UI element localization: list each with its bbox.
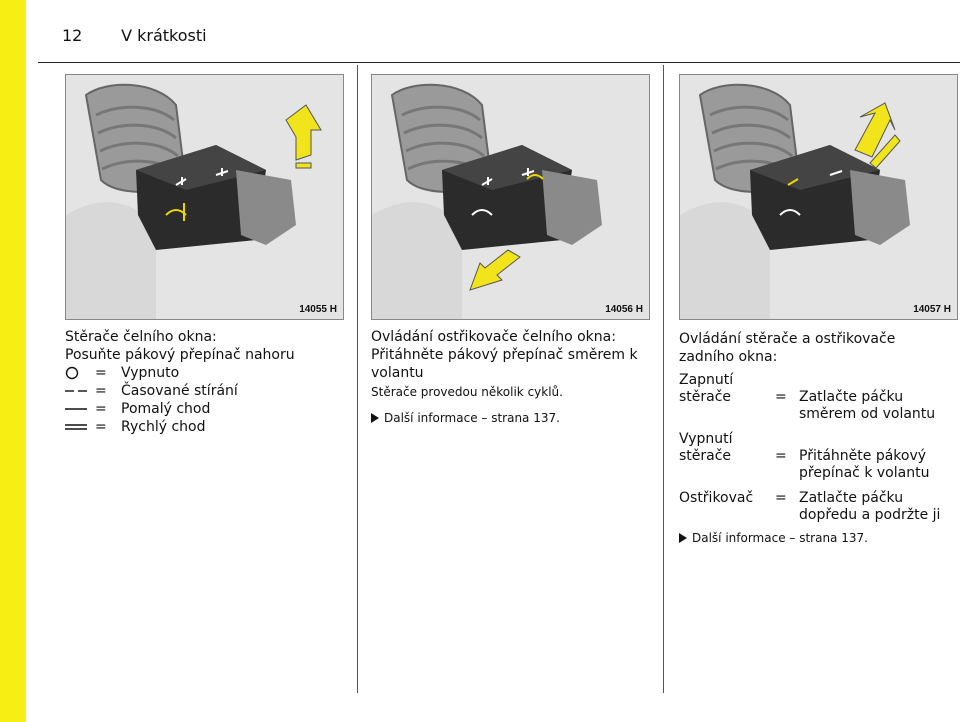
front-washer-title: Ovládání ostřikovače čelního okna:	[371, 329, 616, 345]
equals-sign: =	[95, 401, 107, 417]
legend-label: Vypnuto	[121, 365, 180, 381]
dashes-icon	[65, 388, 95, 394]
arrow-right-icon	[371, 413, 379, 423]
page-reference-text: Další informace – strana 137.	[384, 411, 560, 425]
column-divider	[357, 65, 358, 693]
double-line-icon	[65, 423, 95, 431]
page-header	[62, 26, 207, 45]
equals-sign: =	[95, 383, 107, 399]
wiper-lever-illustration	[66, 75, 343, 319]
equals-sign: =	[95, 419, 107, 435]
page-reference	[679, 530, 959, 546]
legend-row	[65, 418, 350, 436]
circle-icon	[65, 366, 95, 380]
rear-wiper-lever-illustration	[680, 75, 957, 319]
legend-label: Rychlý chod	[121, 419, 206, 435]
desc-rear-wiper-off: Přitáhněte pákový přepínač k volantu	[799, 448, 930, 481]
front-washer-subtitle: Přitáhněte pákový přepínač směrem k volantu	[371, 347, 638, 381]
page-number: 12	[62, 26, 83, 45]
figure-wiper-lever-pull	[371, 74, 650, 320]
section-title: V krátkosti	[121, 26, 207, 45]
column-front-washer	[371, 328, 656, 426]
equals-sign: =	[775, 389, 787, 405]
front-wiper-subtitle: Posuňte pákový přepínač nahoru	[65, 347, 295, 363]
legend-row	[65, 382, 350, 400]
figure-id: 14055 H	[299, 304, 337, 315]
column-divider	[663, 65, 664, 693]
figure-wiper-lever-up	[65, 74, 344, 320]
front-wiper-title: Stěrače čelního okna:	[65, 329, 217, 345]
rear-wiper-title: Ovládání stěrače a ostřikovače zadního okna:	[679, 331, 896, 365]
rear-wiper-table	[679, 372, 959, 524]
desc-rear-wiper-on: Zatlačte páčku směrem od volantu	[799, 389, 936, 422]
column-front-wiper	[65, 328, 350, 436]
column-rear-wiper	[679, 330, 959, 546]
front-washer-note: Stěrače provedou několik cyklů.	[371, 385, 563, 399]
equals-sign: =	[95, 365, 107, 381]
header-rule	[38, 62, 960, 63]
term-rear-wiper-on: Zapnutí stěrače	[679, 372, 734, 405]
term-rear-washer: Ostřikovač	[679, 490, 754, 506]
figure-rear-wiper-lever	[679, 74, 958, 320]
figure-id: 14056 H	[605, 304, 643, 315]
legend-row	[65, 400, 350, 418]
arrow-right-icon	[679, 533, 687, 543]
desc-rear-washer: Zatlačte páčku dopředu a podržte ji	[799, 490, 941, 523]
single-line-icon	[65, 406, 95, 412]
page-reference-text: Další informace – strana 137.	[692, 531, 868, 545]
equals-sign: =	[775, 490, 787, 506]
legend-label: Pomalý chod	[121, 401, 211, 417]
yellow-edge-tab	[0, 0, 26, 722]
wiper-mode-legend	[65, 364, 350, 436]
washer-lever-illustration	[372, 75, 649, 319]
legend-label: Časované stírání	[121, 383, 238, 399]
equals-sign: =	[775, 448, 787, 464]
page-reference	[371, 410, 656, 426]
term-rear-wiper-off: Vypnutí stěrače	[679, 431, 733, 464]
legend-row	[65, 364, 350, 382]
figure-id: 14057 H	[913, 304, 951, 315]
